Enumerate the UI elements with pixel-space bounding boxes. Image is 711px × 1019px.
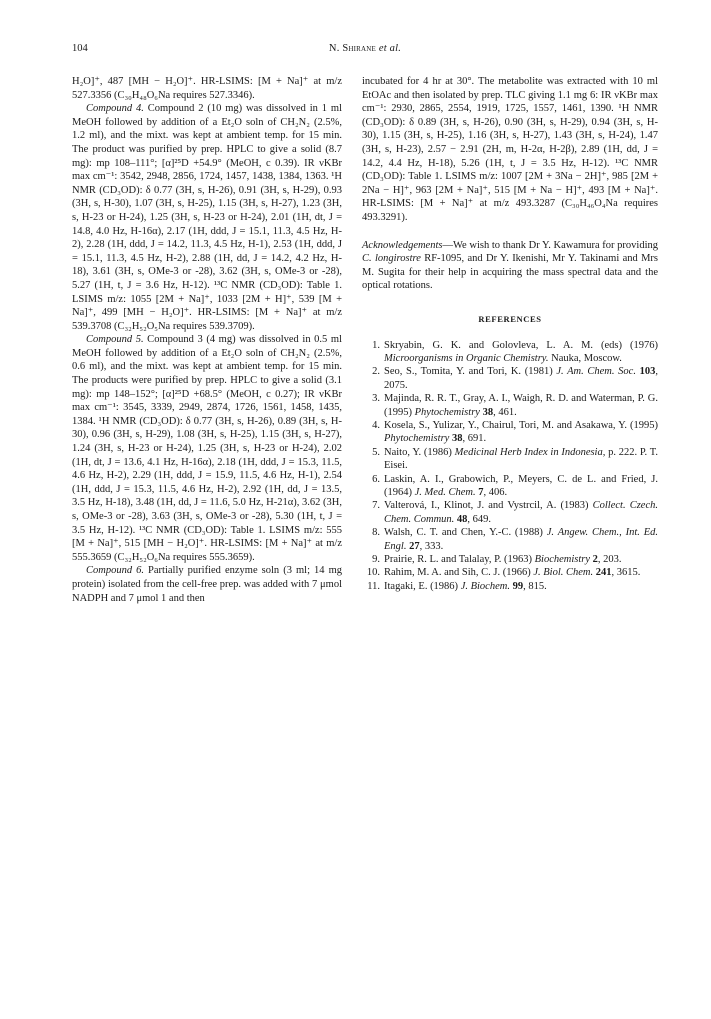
- references-heading: REFERENCES: [478, 313, 542, 324]
- page-header: [72, 43, 658, 59]
- reference-source: Medicinal Herb Index in Indonesia,: [454, 446, 606, 458]
- left-paragraph-continuation: H₂O]⁺, 487 [MH − H₂O]⁺. HR-LSIMS: [M + Na]⁺ at m/z 527.3356 (C₃₀H₄₈O₆Na requires 527.3346).: [72, 76, 342, 101]
- reference-number: 6.: [372, 473, 380, 485]
- reference-number: 5.: [372, 446, 380, 458]
- running-head-author-smallcaps: hirane: [348, 43, 377, 54]
- reference-source: Biochemistry: [534, 554, 591, 565]
- reference-source: J. Biochem.: [460, 580, 510, 592]
- reference-authors: Walsh, C. T. and Chen, Y.-C. (1988): [384, 527, 547, 539]
- acknowledgements-heading: Acknowledgements: [362, 239, 443, 251]
- references-list: [362, 339, 658, 594]
- reference-volume: 241: [593, 567, 612, 579]
- reference-pages: , 3615.: [611, 567, 641, 579]
- reference-volume: 38: [449, 433, 463, 445]
- compound-5-text: Compound 3 (4 mg) was dissolved in 0.5 ml MeOH followed by addition of a Et₂O soln of CH₂N₂ (2.5%, 0.6 ml), and the mixt. was kept at ambient temp. for 15 min. The products were purified by prep. HPLC to give a solid (3.1 mg): mp 148–152°; [α]²⁵D +68.5° (MeOH, c 0.27); IR νKBr max cm⁻¹: 3545, 3339, 2949, 2874, 1726, 1561, 1458, 1435, 1384. ¹H NMR (CD₃OD): δ 0.77 (3H, s, H-26), 0.89 (3H, s, H-30), 0.96 (3H, s, H-29), 1.08 (3H, s, H-25), 1.15 (3H, s, H-27), 1.24 (3H, s, H-23 or H-24), 1.25 (3H, s, H-23 or H-24), 2.02 (1H, dt, J = 13.6, 4.1 Hz, H-16α), 2.18 (1H, ddd, J = 15.3, 11.5, 4.6 Hz, H-2), 2.29 (1H, ddd, J = 15.9, 11.5, 4.6 Hz, H-1), 2.54 (1H, ddd, J = 15.3, 11.5, 4.6 Hz, H-2), 2.92 (1H, dd, J = 13.5, 3.5 Hz, H-18), 3.48 (1H, dd, J = 11.6, 5.0 Hz, H-21α), 3.62 (3H, s, OMe-3 or -28), 3.63 (3H, s, OMe-3 or -28), 5.30 (1H, t, J = 3.5 Hz, H-12). ¹³C NMR (CD₃OD): Table 1. LSIMS m/z: 555 [M + Na]⁺, 515 [MH − H₂O]⁺. HR-LSIMS: [M + Na]⁺ at m/z 555.3659 (C₃₂H₅₂O₆Na requires 555.3659).: [72, 334, 342, 563]
- reference-item: [362, 580, 658, 593]
- reference-source: Phytochemistry: [414, 406, 480, 418]
- reference-number: 11.: [367, 580, 380, 592]
- reference-number: 1.: [372, 339, 380, 351]
- reference-pages: , 691.: [462, 433, 487, 445]
- compound-6-text: Partially purified enzyme soln (3 ml; 14 mg protein) isolated from the cell-free prep. was added with 7 μmol NADPH and 7 μmol 1 and then: [72, 565, 342, 604]
- reference-source: Phytochemistry: [384, 433, 450, 445]
- acknowledgements-species: C. longirostre: [362, 253, 421, 265]
- reference-number: 3.: [372, 393, 380, 405]
- reference-number: 4.: [372, 419, 380, 431]
- reference-volume: 2: [590, 554, 598, 565]
- compound-4-paragraph: [72, 102, 342, 333]
- acknowledgements-text-1: —We wish to thank Dr Y. Kawamura for providing: [442, 239, 658, 251]
- reference-pages: , 815.: [523, 580, 547, 592]
- reference-number: 2.: [372, 366, 380, 378]
- running-head: [72, 43, 658, 54]
- reference-volume: 7: [475, 486, 484, 498]
- reference-authors: Rahim, M. A. and Sih, C. J. (1966): [384, 567, 534, 579]
- reference-item: [362, 365, 658, 392]
- reference-authors: Laskin, A. I., Grabowich, P., Meyers, C. de L. and Fried, J. (1964): [384, 473, 658, 498]
- reference-number: 8.: [372, 527, 380, 539]
- left-column: [72, 75, 342, 605]
- compound-4-heading: Compound 4.: [86, 103, 144, 115]
- compound-4-text: Compound 2 (10 mg) was dissolved in 1 ml MeOH followed by addition of a Et₂O soln of CH₂N₂ (2.5%, 1.2 ml), and the mixt. was kept at ambient temp. for 15 min. The product was purified by prep. HPLC to give a solid (8.7 mg): mp 108–111°; [α]²⁵D +54.9° (MeOH, c 0.39). IR νKBr max cm⁻¹: 3542, 2948, 2856, 1724, 1457, 1438, 1384, 1363. ¹H NMR (CD₃OD): δ 0.77 (3H, s, H-26), 0.91 (3H, s, H-29), 0.93 (3H, s, H-30), 1.07 (3H, s, H-25), 1.15 (3H, s, H-27), 1.23 (3H, s, H-23 or H-24), 1.25 (3H, s, H-23 or H-24), 2.01 (1H, dt, J = 14.8, 4.0 Hz, H-16α), 2.17 (1H, ddd, J = 15.1, 11.3, 4.5 Hz, H-2), 2.28 (1H, ddd, J = 14.2, 11.3, 4.5 Hz, H-1), 2.53 (1H, ddd, J = 15.1, 11.3, 4.5 Hz, H-2), 2.88 (1H, dd, J = 14.2, 4.2 Hz, H-18), 3.61 (3H, s, OMe-3 or -28), 3.62 (3H, s, OMe-3 or -28), 5.27 (1H, t, J = 3.6 Hz, H-12). ¹³C NMR (CD₃OD): Table 1. LSIMS m/z: 1055 [2M + Na]⁺, 1033 [2M + H]⁺, 539 [M + Na]⁺, 499 [MH − H₂O]⁺. HR-LSIMS: [M + Na]⁺ at m/z 539.3708 (C₃₂H₅₂O₅Na requires 539.3709).: [72, 103, 342, 332]
- reference-authors: Skryabin, G. K. and Golovleva, L. A. M. (eds) (1976): [384, 339, 658, 351]
- acknowledgements: [362, 239, 658, 293]
- reference-volume: 27: [406, 540, 420, 552]
- reference-item: [362, 392, 658, 419]
- compound-6-paragraph: [72, 564, 342, 605]
- reference-pages: , 203.: [597, 554, 622, 565]
- reference-authors: Itagaki, E. (1986): [384, 580, 461, 592]
- running-head-et-al: et al.: [376, 43, 402, 54]
- reference-item: [362, 553, 658, 566]
- reference-volume: 38: [479, 406, 494, 418]
- reference-pages: , 461.: [493, 406, 517, 418]
- reference-item: [362, 339, 658, 366]
- reference-item: [362, 526, 658, 553]
- reference-source: J. Angew. Chem., Int. Ed. Engl.: [384, 527, 658, 552]
- reference-volume: 48: [454, 513, 468, 525]
- reference-source: J. Am. Chem. Soc.: [556, 366, 636, 378]
- reference-authors: Valterová, I., Klinot, J. and Vystrcil, A. (1983): [384, 500, 593, 512]
- reference-number: 9.: [372, 554, 380, 565]
- reference-authors: Kosela, S., Yulizar, Y., Chairul, Tori, M. and Asakawa, Y. (1995): [384, 419, 658, 431]
- compound-5-paragraph: [72, 333, 342, 564]
- reference-item: [362, 446, 658, 473]
- reference-authors: Seo, S., Tomita, Y. and Tori, K. (1981): [384, 366, 557, 378]
- reference-volume: 103: [635, 366, 656, 378]
- reference-pages: , 649.: [467, 513, 492, 525]
- acknowledgements-text-2: RF-1095, and Dr Y. Ikenishi, Mr Y. Takinami and Mrs M. Sugita for their help in acquiring the mass spectral data and the optical rotations.: [362, 253, 658, 292]
- reference-volume: 99: [509, 580, 524, 592]
- reference-authors: Prairie, R. L. and Talalay, P. (1963): [384, 554, 535, 565]
- reference-item: [362, 566, 658, 579]
- reference-source: J. Med. Chem.: [414, 486, 476, 498]
- reference-pages: Nauka, Moscow.: [548, 352, 622, 364]
- compound-5-heading: Compound 5.: [86, 334, 144, 346]
- reference-number: 10.: [366, 567, 380, 579]
- reference-number: 7.: [372, 500, 380, 512]
- reference-source: Collect. Czech. Chem. Commun.: [384, 500, 658, 525]
- reference-item: [362, 499, 658, 526]
- reference-source: J. Biol. Chem.: [533, 567, 594, 579]
- reference-pages: p. 222. P. T. Eisei.: [384, 446, 658, 472]
- right-column: [362, 75, 658, 593]
- right-paragraph-continuation: incubated for 4 hr at 30°. The metabolite was extracted with 10 ml EtOAc and then isolated by prep. TLC giving 1.1 mg 6: IR νKBr max cm⁻¹: 2930, 2865, 2554, 1919, 1725, 1557, 1461, 1390. ¹H NMR (CD₃OD): δ 0.89 (3H, s, H-26), 0.90 (3H, s, H-29), 0.94 (3H, s, H-30), 1.15 (3H, s, H-25), 1.16 (3H, s, H-27), 1.43 (3H, s, H-24), 1.47 (3H, s, H-23), 2.57 − 2.91 (2H, m, H-2α, H-2β), 2.89 (1H, dd, J = 14.2, 4.4 Hz, H-18), 5.26 (1H, t, J = 3.5 Hz, H-12). ¹³C NMR (CD₃OD): Table 1. LSIMS m/z: 1007 [2M + 3Na − 2H]⁺, 985 [2M + 2Na − H]⁺, 963 [2M + Na]⁺, 515 [M + Na − H]⁺, 493 [M + Na]⁺. HR-LSIMS: [M + Na]⁺ at m/z 493.3287 (C₃₀H₄₆O₄Na requires 493.3291).: [362, 76, 658, 223]
- reference-item: [362, 473, 658, 500]
- reference-pages: , 333.: [419, 540, 444, 552]
- reference-source: Microorganisms in Organic Chemistry.: [384, 352, 549, 364]
- reference-pages: , 406.: [483, 486, 508, 498]
- page-number: 104: [72, 43, 88, 54]
- reference-authors: Naito, Y. (1986): [384, 446, 455, 458]
- compound-6-heading: Compound 6.: [86, 565, 145, 577]
- running-head-author: N. S: [328, 43, 349, 54]
- reference-item: [362, 419, 658, 446]
- reference-pages: , 2075.: [384, 366, 659, 391]
- reference-authors: Majinda, R. R. T., Gray, A. I., Waigh, R. D. and Waterman, P. G. (1995): [384, 393, 658, 418]
